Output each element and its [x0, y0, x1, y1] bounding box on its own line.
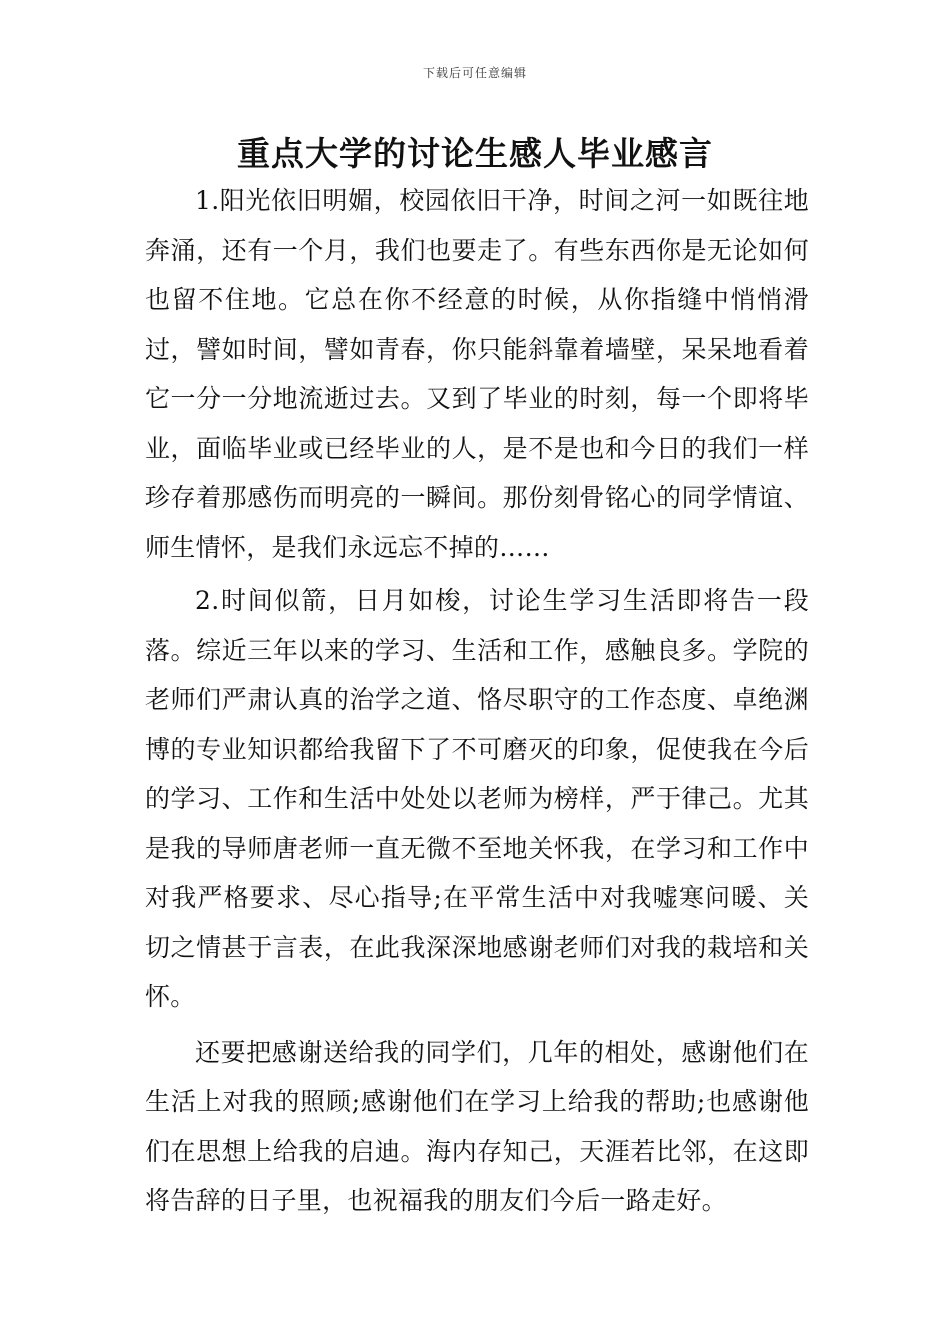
- document-body: [145, 176, 809, 1230]
- paragraph-1: 1.阳光依旧明媚，校园依旧干净，时间之河一如既往地奔涌，还有一个月，我们也要走了。有些东西你是无论如何也留不住地。它总在你不经意的时候，从你指缝中悄悄滑过，譬如时间，譬如青春，你只能斜靠着墙壁，呆呆地看着它一分一分地流逝过去。又到了毕业的时刻，每一个即将毕业，面临毕业或已经毕业的人，是不是也和今日的我们一样珍存着那感伤而明亮的一瞬间。那份刻骨铭心的同学情谊、师生情怀，是我们永远忘不掉的……: [145, 186, 809, 562]
- header-note: 下载后可任意编辑: [422, 66, 527, 80]
- paragraph-2: 2.时间似箭，日月如梭，讨论生学习生活即将告一段落。综近三年以来的学习、生活和工作，感触良多。学院的老师们严肃认真的治学之道、恪尽职守的工作态度、卓绝渊博的专业知识都给我留下了不可磨灭的印象，促使我在今后的学习、工作和生活中处处以老师为榜样，严于律己。尤其是我的导师唐老师一直无微不至地关怀我，在学习和工作中对我严格要求、尽心指导;在平常生活中对我嘘寒问暖、关切之情甚于言表，在此我深深地感谢老师们对我的栽培和关怀。: [145, 586, 809, 1011]
- paragraph-3: 还要把感谢送给我的同学们，几年的相处，感谢他们在生活上对我的照顾;感谢他们在学习上给我的帮助;也感谢他们在思想上给我的启迪。海内存知己，天涯若比邻，在这即将告辞的日子里，也祝福我的朋友们今后一路走好。: [145, 1037, 809, 1215]
- document-title: 重点大学的讨论生感人毕业感言: [237, 134, 713, 173]
